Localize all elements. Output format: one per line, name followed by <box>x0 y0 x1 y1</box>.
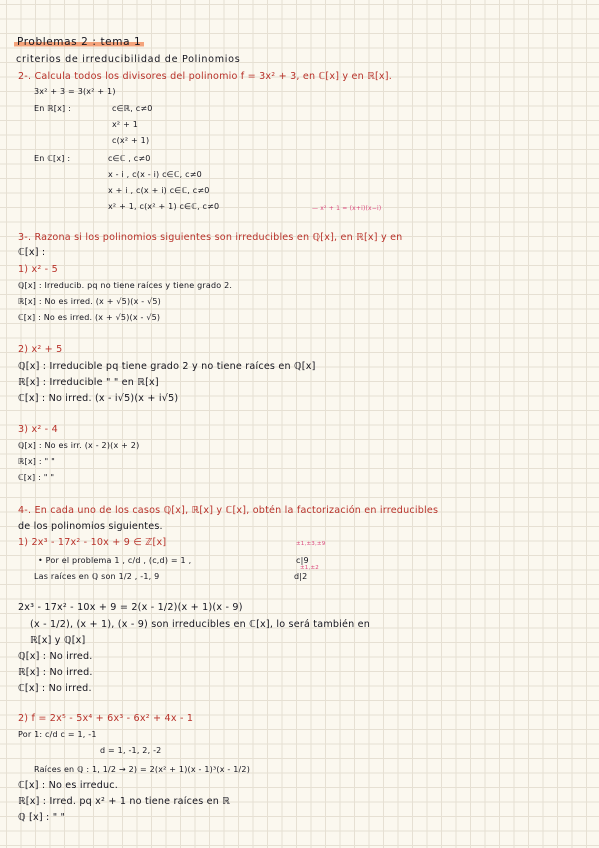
problem-2-c-line-4: x² + 1, c(x² + 1) c∈ℂ, c≠0 <box>108 202 220 211</box>
problem-4b-line-3: Raíces en ℚ : 1, 1/2 → 2) = 2(x² + 1)(x - 1)³(x - 1/2) <box>34 765 251 774</box>
problem-3c-r: ℝ[x] : " " <box>18 457 55 466</box>
problem-4-statement-1-text: 4-. En cada uno de los casos ℚ[x], ℝ[x] y ℂ[x], obtén la factorización en irreducibles <box>18 505 439 516</box>
problem-4a-factorization: 2x³ - 17x² - 10x + 9 = 2(x - 1/2)(x + 1)(x - 9) <box>18 602 243 613</box>
problem-3a-heading: 1) x² - 5 <box>18 264 58 275</box>
problem-4a-note-1-right: c|9 <box>296 556 309 565</box>
problem-4b-line-2: d = 1, -1, 2, -2 <box>100 746 162 755</box>
problem-2-c-label: En ℂ[x] : <box>34 154 71 163</box>
problem-3b-q: ℚ[x] : Irreducible pq tiene grado 2 y no tiene raíces en ℚ[x] <box>18 361 316 372</box>
problem-3c-q: ℚ[x] : No es irr. (x - 2)(x + 2) <box>18 441 140 450</box>
problem-4-statement-2: de los polinomios siguientes. <box>18 521 163 532</box>
problem-3-statement-1 <box>18 232 402 244</box>
problem-2-statement <box>18 71 392 83</box>
problem-4a-r: ℝ[x] : No irred. <box>18 667 93 678</box>
problem-2-c-note: — x² + 1 = (x+i)(x−i) <box>312 205 382 212</box>
problem-3b-r: ℝ[x] : Irreducible " " en ℝ[x] <box>18 377 159 388</box>
problem-3-statement-1-text: 3-. Razona si los polinomios siguientes son irreducibles en ℚ[x], en ℝ[x] y en <box>18 232 403 243</box>
problem-2-c-line-2: x - i , c(x - i) c∈ℂ, c≠0 <box>108 170 202 179</box>
problem-4a-q: ℚ[x] : No irred. <box>18 651 93 662</box>
problem-4b-q: ℚ [x] : " " <box>18 812 66 823</box>
problem-4a-note-2: Las raíces en ℚ son 1/2 , -1, 9 <box>34 572 160 581</box>
problem-2-r-label: En ℝ[x] : <box>34 104 72 113</box>
problem-2-c-line-3: x + i , c(x + i) c∈ℂ, c≠0 <box>108 186 210 195</box>
problem-4a-irreducibles-1: (x - 1/2), (x + 1), (x - 9) son irreducibles en ℂ[x], lo será también en <box>30 619 371 630</box>
problem-3a-q: ℚ[x] : Irreducib. pq no tiene raíces y tiene grado 2. <box>18 281 233 290</box>
problem-2-statement-text: 2-. Calcula todos los divisores del polinomio f = 3x² + 3, en ℂ[x] y en ℝ[x]. <box>18 71 393 82</box>
problem-4-statement-1 <box>18 505 438 517</box>
problem-4a-d-divisors: ±1,±2 <box>300 565 319 571</box>
page-title <box>14 36 144 49</box>
problem-3c-c: ℂ[x] : " " <box>18 473 55 482</box>
problem-4b-heading: 2) f = 2x⁵ - 5x⁴ + 6x³ - 6x² + 4x - 1 <box>18 713 194 724</box>
problem-2-c-line-1: c∈ℂ , c≠0 <box>108 154 151 163</box>
problem-4a-c-divisors: ±1,±3,±9 <box>296 541 326 547</box>
problem-3c-heading: 3) x² - 4 <box>18 424 58 435</box>
page-title-text: Problemas 2 : tema 1 <box>14 36 144 48</box>
page-subtitle: criterios de irreducibilidad de Polinomios <box>16 54 241 65</box>
problem-2-r-line-3: c(x² + 1) <box>112 136 150 145</box>
problem-2-r-line-2: x² + 1 <box>112 120 139 129</box>
problem-3b-c: ℂ[x] : No irred. (x - i√5)(x + i√5) <box>18 393 179 404</box>
problem-2-factor: 3x² + 3 = 3(x² + 1) <box>34 87 116 96</box>
problem-3a-c: ℂ[x] : No es irred. (x + √5)(x - √5) <box>18 313 161 322</box>
problem-4b-r: ℝ[x] : Irred. pq x² + 1 no tiene raíces en ℝ <box>18 796 231 807</box>
problem-4a-c: ℂ[x] : No irred. <box>18 683 92 694</box>
problem-4b-line-1: Por 1: c/d c = 1, -1 <box>18 730 97 739</box>
problem-2-r-line-1: c∈ℝ, c≠0 <box>112 104 153 113</box>
problem-4a-heading: 1) 2x³ - 17x² - 10x + 9 ∈ ℤ[x] <box>18 537 167 548</box>
problem-4b-c: ℂ[x] : No es irreduc. <box>18 780 119 791</box>
problem-4a-note-2-right: d|2 <box>294 572 308 581</box>
problem-3-statement-2: ℂ[x] : <box>18 247 46 258</box>
problem-4a-irreducibles-2: ℝ[x] y ℚ[x] <box>30 635 86 646</box>
problem-4a-note-1: • Por el problema 1 , c/d , (c,d) = 1 , <box>38 556 192 565</box>
problem-3b-heading: 2) x² + 5 <box>18 344 63 355</box>
problem-3a-r: ℝ[x] : No es irred. (x + √5)(x - √5) <box>18 297 162 306</box>
